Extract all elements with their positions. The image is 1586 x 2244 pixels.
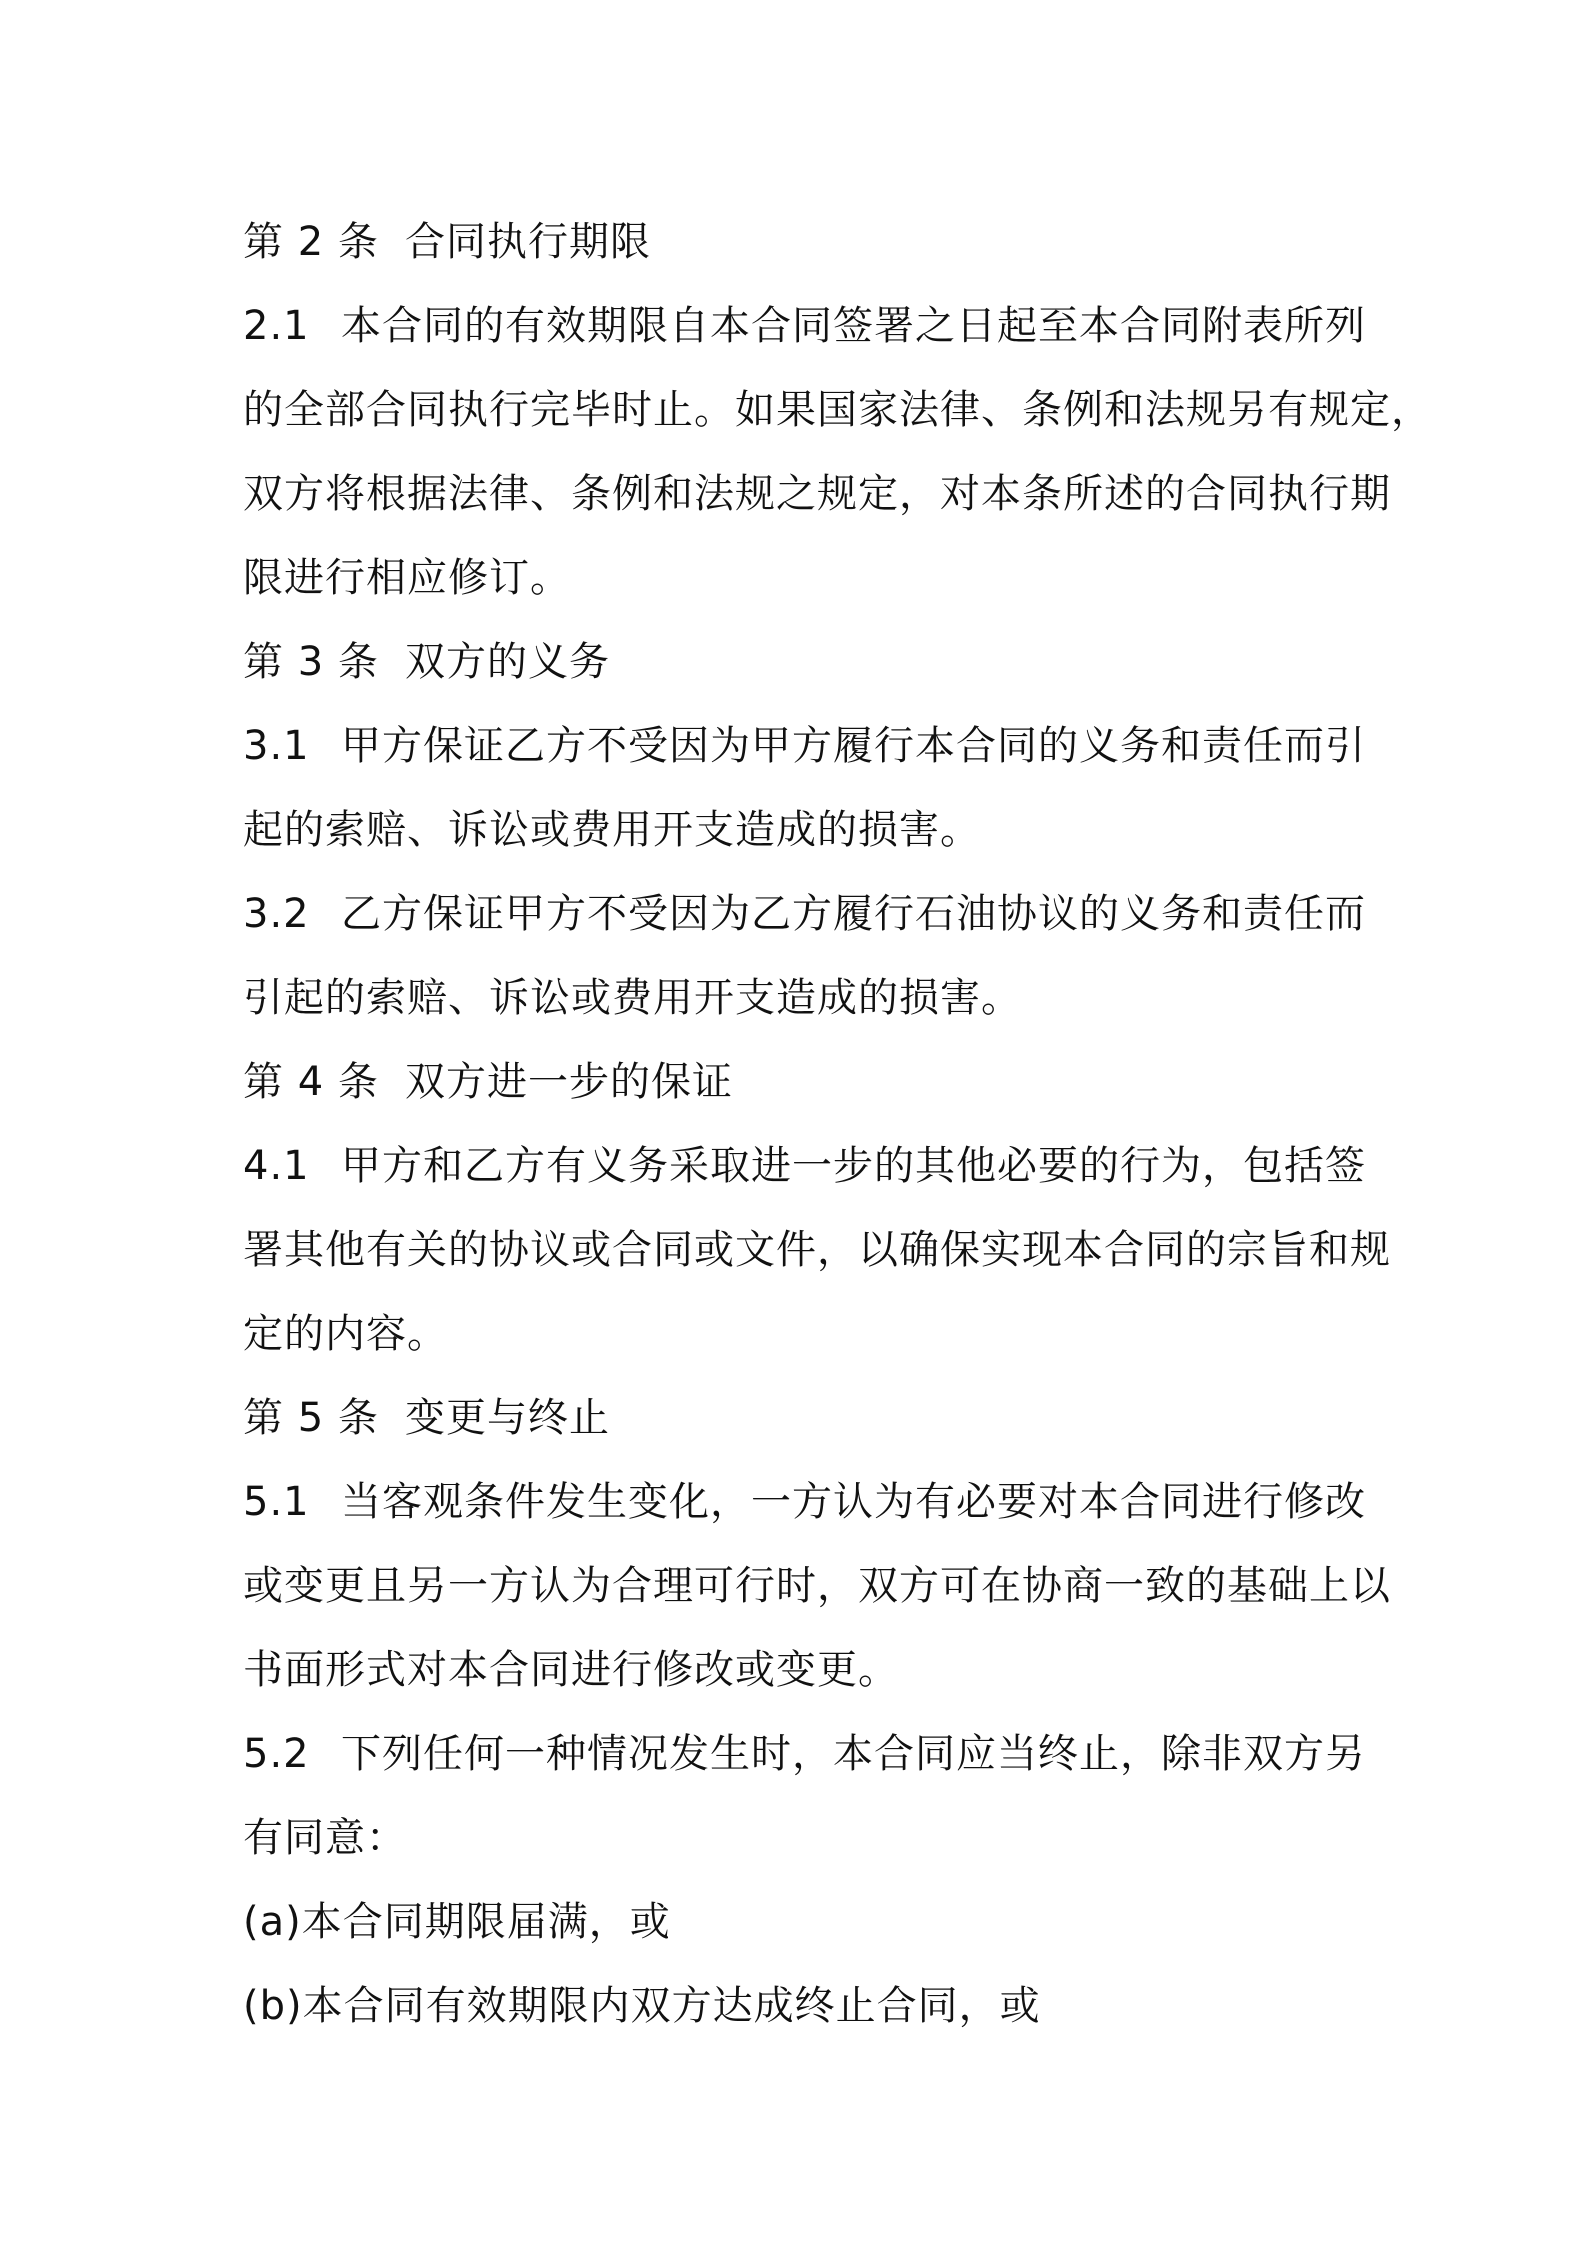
list-item: (b)本合同有效期限内双方达成终止合同，或 [243,1983,1041,2029]
clause-continuation: 双方将根据法律、条例和法规之规定，对本条所述的合同执行期 [243,471,1391,517]
article-number: 第 3 条 [243,639,379,685]
clause-line [243,872,1366,956]
clause-number: 3.1 [243,723,310,769]
clause-continuation: 起的索赔、诉讼或费用开支造成的损害。 [243,807,981,853]
clause-continuation: 引起的索赔、诉讼或费用开支造成的损害。 [243,975,1022,1021]
clause-text: 当客观条件发生变化，一方认为有必要对本合同进行修改 [341,1479,1366,1525]
article-title: 双方进一步的保证 [405,1059,733,1105]
clause-continuation: 或变更且另一方认为合理可行时，双方可在协商一致的基础上以 [243,1563,1391,1609]
article-heading [243,1040,1363,1124]
article-heading [243,1376,1363,1460]
clause-number: 5.1 [243,1479,310,1525]
clause-text: 本合同的有效期限自本合同签署之日起至本合同附表所列 [341,303,1366,349]
clause-line [243,284,1366,368]
clause-continuation: 署其他有关的协议或合同或文件，以确保实现本合同的宗旨和规 [243,1227,1391,1273]
clause-line [243,1124,1366,1208]
clause-text: 甲方和乙方有义务采取进一步的其他必要的行为，包括签 [341,1143,1366,1189]
list-item: (a)本合同期限届满，或 [243,1899,671,1945]
clause-text: 甲方保证乙方不受因为甲方履行本合同的义务和责任而引 [341,723,1366,769]
clause-continuation: 书面形式对本合同进行修改或变更。 [243,1647,899,1693]
clause-number: 4.1 [243,1143,310,1189]
clause-continuation: 有同意： [243,1815,407,1861]
article-number: 第 2 条 [243,219,379,265]
clause-line [243,1460,1366,1544]
clause-continuation: 限进行相应修订。 [243,555,571,601]
clause-text: 乙方保证甲方不受因为乙方履行石油协议的义务和责任而 [341,891,1366,937]
clause-number: 3.2 [243,891,310,937]
article-heading [243,620,1363,704]
clause-line [243,704,1366,788]
article-number: 第 4 条 [243,1059,379,1105]
article-heading [243,200,1363,284]
clause-continuation: 的全部合同执行完毕时止。如果国家法律、条例和法规另有规定， [243,387,1432,433]
clause-number: 5.2 [243,1731,310,1777]
clause-continuation: 定的内容。 [243,1311,448,1357]
article-title: 合同执行期限 [405,219,651,265]
article-title: 变更与终止 [405,1395,610,1441]
document-page [243,200,1432,2048]
article-number: 第 5 条 [243,1395,379,1441]
clause-text: 下列任何一种情况发生时，本合同应当终止，除非双方另 [341,1731,1366,1777]
article-title: 双方的义务 [405,639,610,685]
clause-number: 2.1 [243,303,310,349]
clause-line [243,1712,1366,1796]
